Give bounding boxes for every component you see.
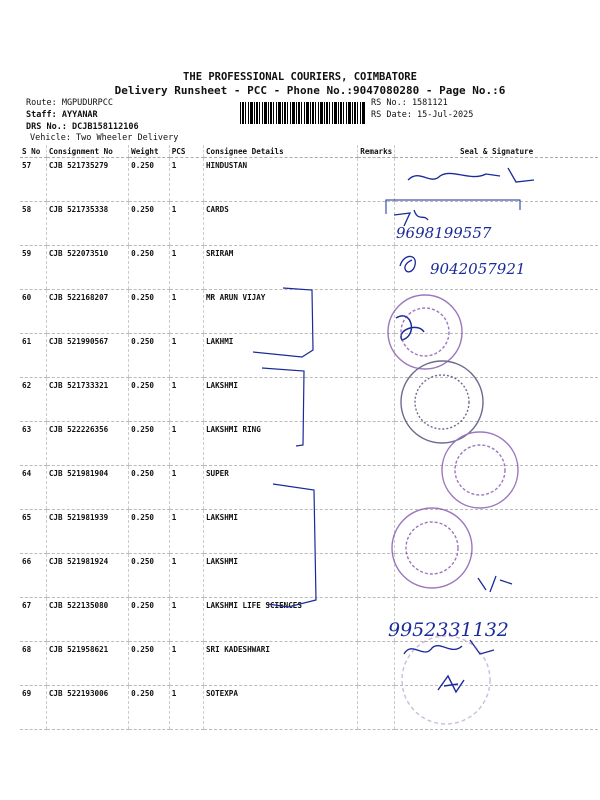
delivery-table (20, 145, 598, 730)
row-pcs: 1 (169, 378, 203, 422)
row-sno: 67 (20, 598, 46, 642)
table-row (20, 510, 598, 554)
row-pcs: 1 (169, 246, 203, 290)
row-consignment: CJB 522168207 (46, 290, 128, 334)
row-pcs: 1 (169, 202, 203, 246)
row-seal (395, 598, 598, 642)
table-row (20, 598, 598, 642)
row-seal (395, 290, 598, 334)
row-pcs: 1 (169, 598, 203, 642)
row-consignee: LAKSHMI (203, 554, 357, 598)
row-consignment: CJB 521981904 (46, 466, 128, 510)
row-weight: 0.250 (129, 554, 170, 598)
row-consignee: LAKSHMI LIFE SCIENCES (203, 598, 357, 642)
row-remarks (358, 378, 395, 422)
row-consignee: SUPER (203, 466, 357, 510)
row-seal (395, 686, 598, 730)
row-remarks (358, 290, 395, 334)
handwritten-phone-1: 9698199557 (396, 224, 492, 242)
table-row (20, 246, 598, 290)
col-sno: S No (20, 145, 46, 158)
row-consignment: CJB 521981939 (46, 510, 128, 554)
row-seal (395, 158, 598, 202)
runsheet-subtitle: Delivery Runsheet - PCC - Phone No.:9047080280 - Page No.:6 (114, 84, 506, 97)
col-weight: Weight (129, 145, 170, 158)
table-row (20, 554, 598, 598)
col-seal: Seal & Signature (395, 145, 598, 158)
row-sno: 57 (20, 158, 46, 202)
row-seal (395, 334, 598, 378)
row-consignee: SRIRAM (203, 246, 357, 290)
row-remarks (358, 686, 395, 730)
row-sno: 59 (20, 246, 46, 290)
row-weight: 0.250 (129, 422, 170, 466)
row-sno: 63 (20, 422, 46, 466)
row-remarks (358, 202, 395, 246)
row-weight: 0.250 (129, 686, 170, 730)
row-consignment: CJB 522193006 (46, 686, 128, 730)
rs-number: RS No.: 1581121 (371, 98, 448, 108)
row-consignment: CJB 522226356 (46, 422, 128, 466)
table-row (20, 158, 598, 202)
row-sno: 66 (20, 554, 46, 598)
table-row (20, 422, 598, 466)
row-pcs: 1 (169, 422, 203, 466)
row-pcs: 1 (169, 554, 203, 598)
row-consignee: MR ARUN VIJAY (203, 290, 357, 334)
row-consignment: CJB 522135080 (46, 598, 128, 642)
row-pcs: 1 (169, 290, 203, 334)
row-remarks (358, 554, 395, 598)
row-remarks (358, 158, 395, 202)
row-sno: 64 (20, 466, 46, 510)
row-weight: 0.250 (129, 202, 170, 246)
row-seal (395, 246, 598, 290)
row-sno: 58 (20, 202, 46, 246)
row-sno: 62 (20, 378, 46, 422)
row-pcs: 1 (169, 466, 203, 510)
table-row (20, 378, 598, 422)
row-seal (395, 466, 598, 510)
row-weight: 0.250 (129, 642, 170, 686)
barcode-image (240, 102, 366, 124)
row-sno: 68 (20, 642, 46, 686)
row-consignee: CARDS (203, 202, 357, 246)
row-weight: 0.250 (129, 290, 170, 334)
row-consignment: CJB 521735279 (46, 158, 128, 202)
table-row (20, 466, 598, 510)
row-consignee: LAKSHMI (203, 378, 357, 422)
row-weight: 0.250 (129, 510, 170, 554)
row-remarks (358, 334, 395, 378)
row-weight: 0.250 (129, 158, 170, 202)
row-seal (395, 422, 598, 466)
table-row (20, 290, 598, 334)
row-seal (395, 642, 598, 686)
row-weight: 0.250 (129, 378, 170, 422)
drs-number: DRS No.: DCJB158112106 (26, 122, 139, 132)
row-remarks (358, 510, 395, 554)
row-remarks (358, 598, 395, 642)
table-row (20, 686, 598, 730)
row-consignee: LAKSHMI (203, 510, 357, 554)
staff-name: AYYANAR (61, 110, 98, 120)
row-weight: 0.250 (129, 598, 170, 642)
row-remarks (358, 642, 395, 686)
col-pcs: PCS (169, 145, 203, 158)
row-seal (395, 510, 598, 554)
row-seal (395, 554, 598, 598)
row-sno: 61 (20, 334, 46, 378)
table-header-row (20, 145, 598, 158)
row-consignment: CJB 521958621 (46, 642, 128, 686)
row-remarks (358, 422, 395, 466)
row-sno: 65 (20, 510, 46, 554)
row-sno: 69 (20, 686, 46, 730)
rs-date: RS Date: 15-Jul-2025 (371, 110, 474, 120)
row-consignment: CJB 522073510 (46, 246, 128, 290)
col-remarks: Remarks (358, 145, 395, 158)
table-row (20, 334, 598, 378)
col-consignment: Consignment No (46, 145, 128, 158)
row-sno: 60 (20, 290, 46, 334)
vehicle-label: Vehicle: Two Wheeler Delivery (30, 133, 179, 143)
table-row (20, 202, 598, 246)
row-weight: 0.250 (129, 466, 170, 510)
row-consignment: CJB 521733321 (46, 378, 128, 422)
table-row (20, 642, 598, 686)
row-consignment: CJB 521735338 (46, 202, 128, 246)
row-seal (395, 202, 598, 246)
staff-label: Staff: (26, 110, 57, 120)
row-consignment: CJB 521981924 (46, 554, 128, 598)
row-consignee: LAKSHMI RING (203, 422, 357, 466)
row-pcs: 1 (169, 334, 203, 378)
staff-line (26, 110, 98, 120)
row-consignment: CJB 521990567 (46, 334, 128, 378)
row-consignee: HINDUSTAN (203, 158, 357, 202)
row-pcs: 1 (169, 158, 203, 202)
row-pcs: 1 (169, 686, 203, 730)
row-weight: 0.250 (129, 334, 170, 378)
row-consignee: LAKHMI (203, 334, 357, 378)
route-label: Route: MGPUDURPCC (26, 98, 113, 108)
row-remarks (358, 246, 395, 290)
row-consignee: SRI KADESHWARI (203, 642, 357, 686)
row-seal (395, 378, 598, 422)
row-remarks (358, 466, 395, 510)
handwritten-phone-2: 9042057921 (430, 260, 526, 278)
row-weight: 0.250 (129, 246, 170, 290)
handwritten-phone-3: 9952331132 (388, 619, 509, 641)
row-pcs: 1 (169, 642, 203, 686)
company-title: THE PROFESSIONAL COURIERS, COIMBATORE (183, 71, 417, 83)
col-consignee: Consignee Details (203, 145, 357, 158)
row-pcs: 1 (169, 510, 203, 554)
row-consignee: SOTEXPA (203, 686, 357, 730)
